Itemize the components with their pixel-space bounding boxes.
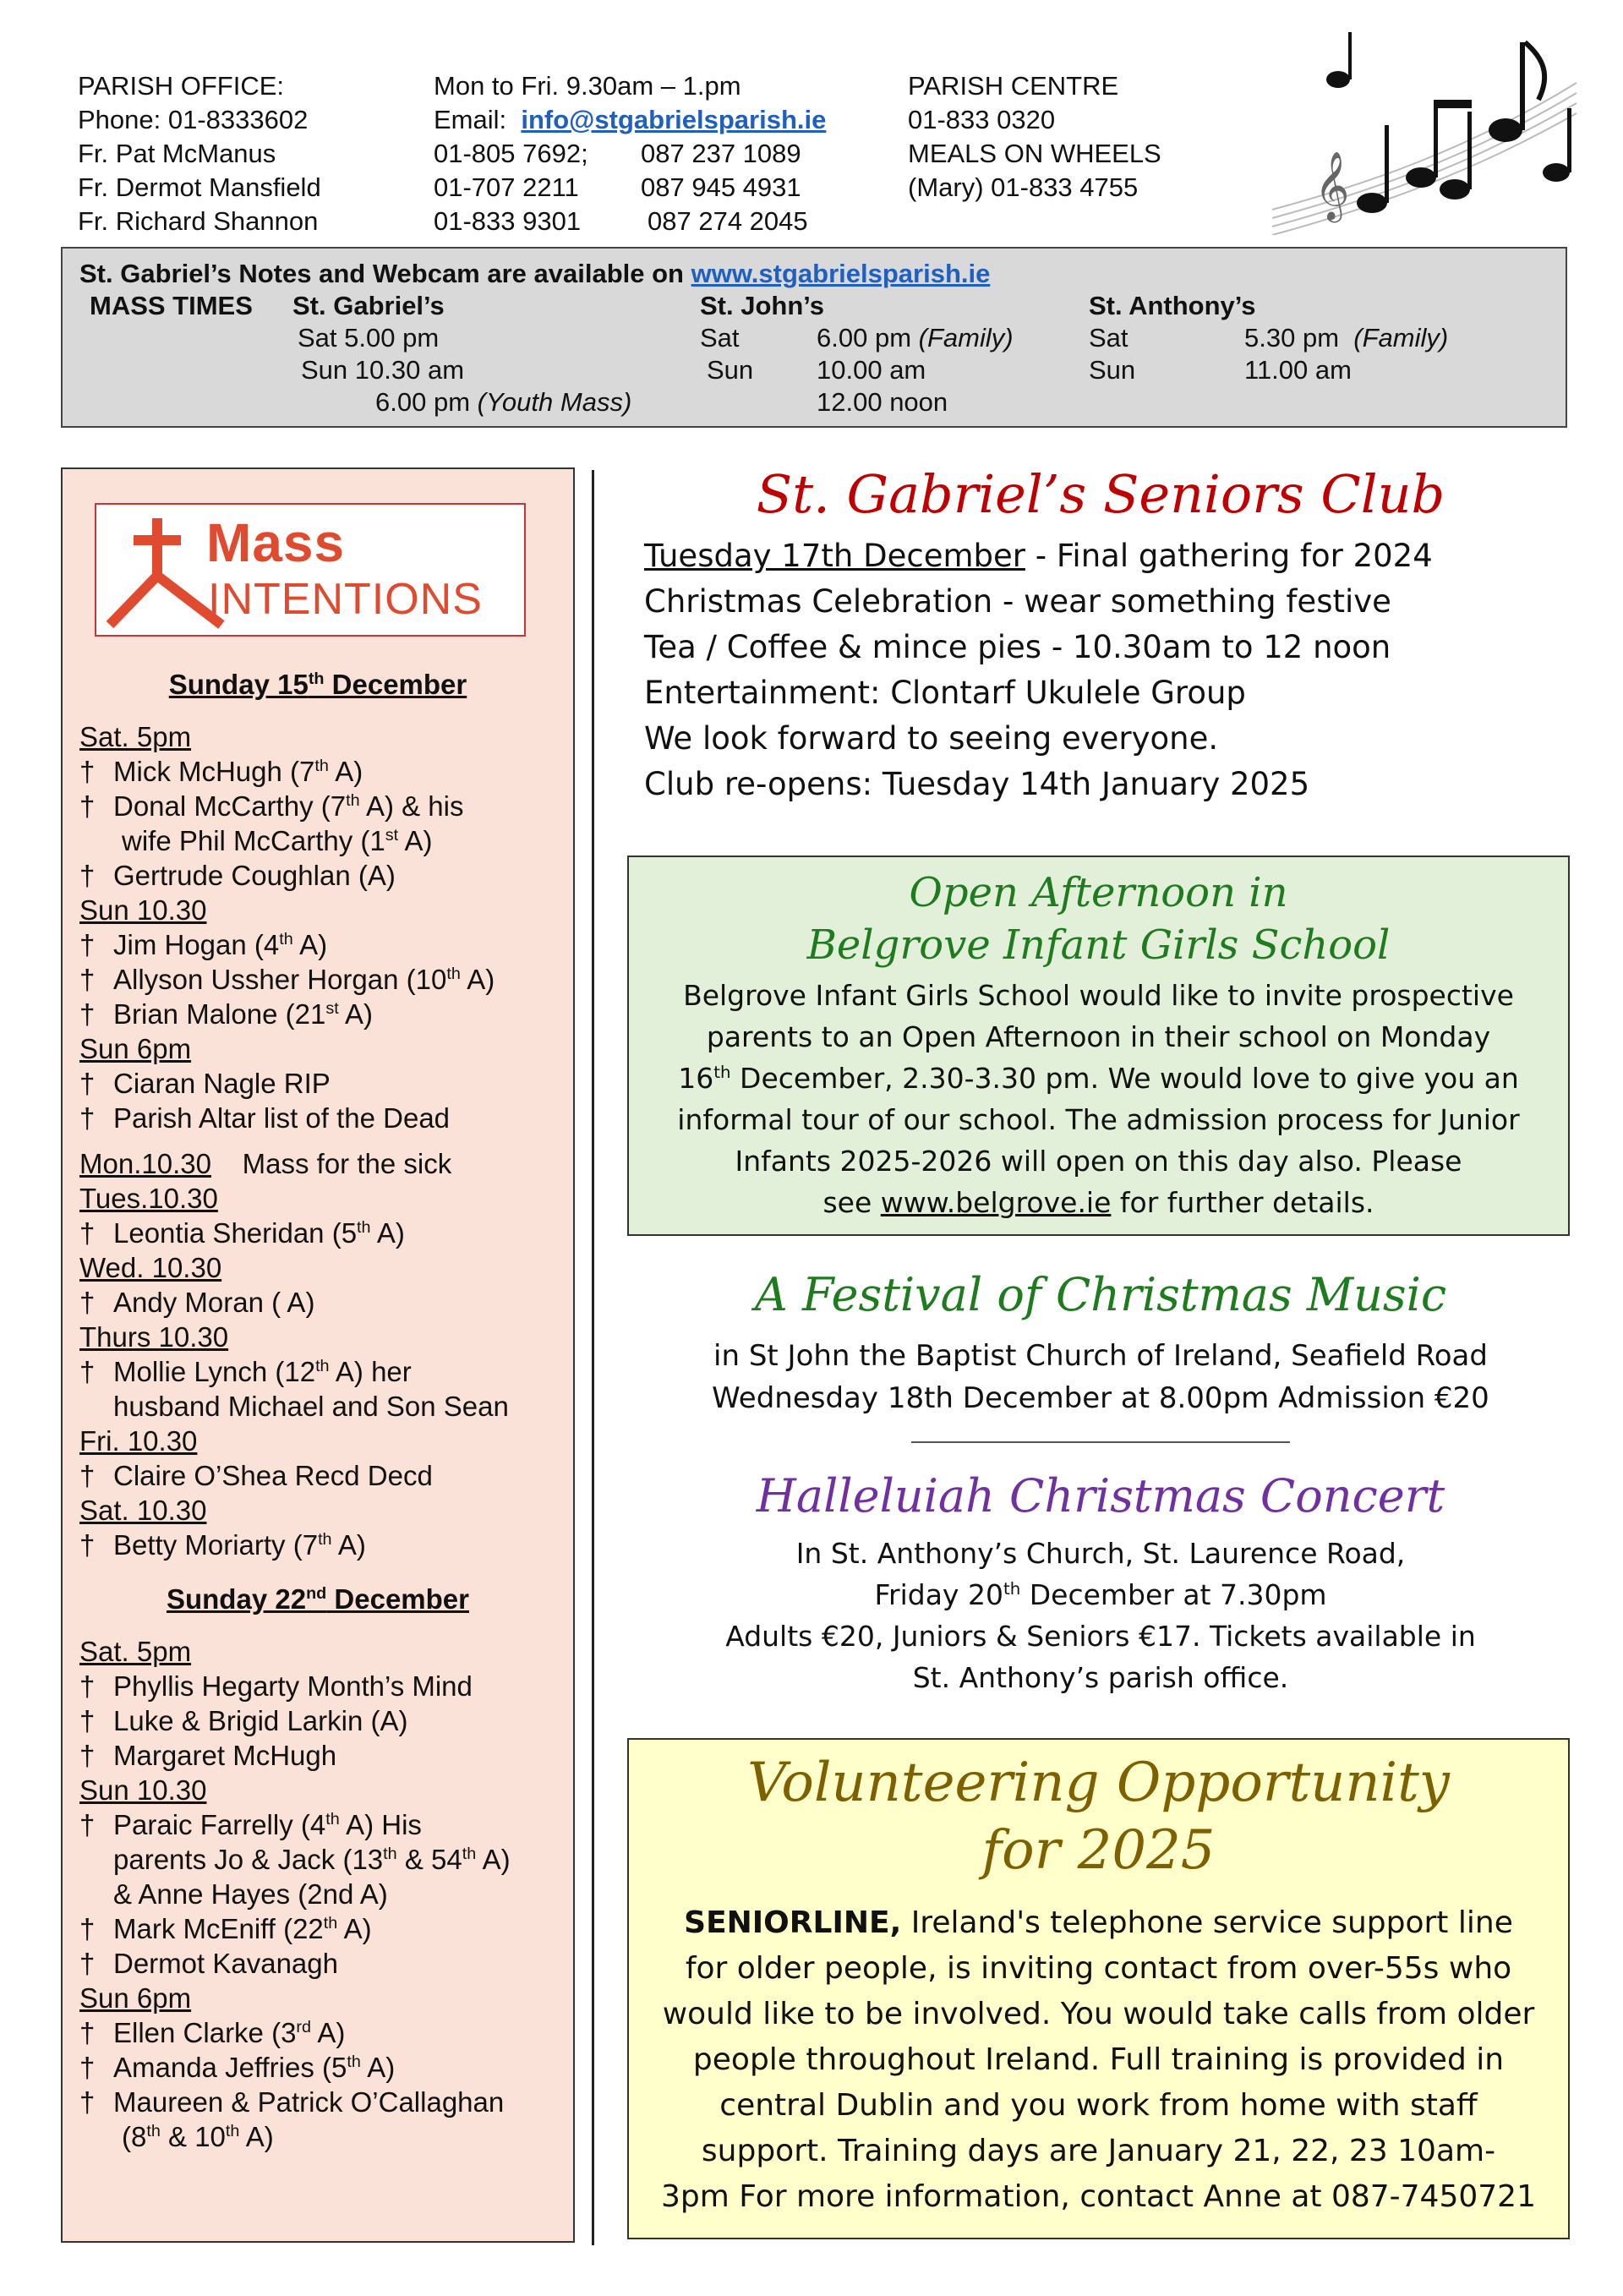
halleluiah-title: Halleluiah Christmas Concert [756, 1469, 1445, 1522]
intention-text: Dermot Kavanagh [113, 1948, 338, 1979]
priest-name: Fr. Pat McManus [78, 139, 276, 168]
john-sat-time: 6.00 pm [817, 323, 912, 353]
john-sat [817, 323, 1014, 353]
seniorline-name: SENIORLINE, [684, 1905, 902, 1940]
intention-text: Mollie Lynch (12 [113, 1356, 316, 1387]
column-divider [592, 470, 594, 2245]
belgrove-sup: th [713, 1063, 731, 1082]
gabriel-youth [375, 387, 631, 418]
cross-icon: † [79, 1356, 96, 1387]
halleluiah-date [636, 1578, 1566, 1611]
intention-sup: th [383, 1845, 397, 1863]
john-sat-note: (Family) [918, 323, 1014, 353]
john-sun-time-2: 12.00 noon [817, 387, 948, 417]
priest-phone-1: 01-805 7692; [434, 139, 588, 168]
time-heading: Fri. 10.30 [79, 1425, 198, 1457]
gabriel-name: St. Gabriel’s [292, 291, 445, 320]
intention-text: A) her [329, 1356, 412, 1387]
intention-text: Brian Malone (21 [113, 998, 326, 1030]
intention-item [79, 2086, 504, 2118]
cross-icon: † [79, 1460, 96, 1491]
priest-mobile-1: 087 237 1089 [641, 139, 801, 168]
intention-text: A) [331, 1529, 366, 1561]
intention-sup: th [462, 1845, 477, 1863]
intention-item [79, 998, 373, 1030]
webcam-notice [79, 259, 990, 289]
time-heading: Mon.10.30 [79, 1148, 211, 1179]
heading-sup: th [308, 670, 325, 688]
heading-text: Sunday 15 [168, 669, 309, 700]
intention-text: (8 [122, 2121, 147, 2152]
sunday-22-heading [63, 1583, 573, 1615]
cross-icon: † [79, 929, 96, 960]
halleluiah-text-part: December at 7.30pm [1020, 1578, 1327, 1611]
parish-office-label: PARISH OFFICE: [78, 71, 285, 101]
intention-text: wife Phil McCarthy (1 [122, 825, 385, 856]
cross-icon: † [79, 1913, 96, 1944]
intention-text: A) [338, 998, 374, 1030]
halleluiah-sup: th [1003, 1579, 1021, 1599]
cross-icon: † [79, 2017, 96, 2048]
time-heading: Sat. 5pm [79, 721, 192, 752]
intention-sup: th [279, 930, 293, 948]
intention-text: A) [292, 929, 328, 960]
cross-icon: † [79, 860, 96, 891]
priest-mobile-3: 087 274 2045 [648, 206, 808, 236]
cross-icon: † [79, 790, 96, 822]
intention-sup: th [346, 791, 360, 810]
intention-text: A) [370, 1217, 405, 1249]
intention-item [79, 756, 363, 788]
belgrove-text: Belgrove Infant Girls School would like to invite prospective [683, 979, 1514, 1012]
intention-sup: th [323, 1914, 338, 1932]
intention-text: A) [460, 964, 495, 995]
volunteering-text: would like to be involved. You would take calls from older [662, 1997, 1535, 2031]
heading-text: Sunday 22 [166, 1583, 307, 1615]
halleluiah-tickets: St. Anthony’s parish office. [912, 1661, 1289, 1694]
intention-item [79, 1670, 473, 1703]
parish-office-phone: Phone: 01-8333602 [78, 105, 309, 134]
intention-item-cont [122, 2121, 274, 2153]
belgrove-text-part: December, 2.30-3.30 pm. We would love to give you an [730, 1062, 1519, 1095]
intention-text: Gertrude Coughlan (A) [113, 860, 396, 891]
priest-phone-3: 01-833 9301 [434, 206, 582, 236]
time-heading: Sun 10.30 [79, 894, 207, 926]
office-email-row [434, 103, 826, 137]
priest-phone-2: 01-707 2211 [434, 172, 579, 202]
intention-sup: st [385, 826, 399, 845]
halleluiah-prices: Adults €20, Juniors & Seniors €17. Tickets available in [725, 1620, 1476, 1653]
volunteering-text [629, 1905, 1568, 1940]
belgrove-open-afternoon-box [627, 856, 1570, 1236]
intention-text: Allyson Ussher Horgan (10 [113, 964, 447, 995]
meals-phone: (Mary) 01-833 4755 [908, 172, 1139, 202]
time-heading: Sun 6pm [79, 1982, 192, 2014]
intention-item-cont [113, 1844, 511, 1876]
cross-icon: † [79, 1948, 96, 1979]
intention-item [79, 1356, 412, 1388]
intention-item [79, 790, 463, 823]
heading-text: December [326, 1583, 469, 1615]
cross-icon: † [79, 998, 96, 1030]
intention-item [79, 1460, 433, 1492]
cross-icon: † [79, 964, 96, 995]
intention-sup: th [318, 1530, 332, 1549]
intention-text: Paraic Farrelly (4 [113, 1809, 326, 1840]
intention-item [79, 1529, 366, 1561]
anthony-sat-day: Sat [1089, 323, 1128, 353]
cross-icon: † [79, 2086, 96, 2118]
john-sun-time: 10.00 am [817, 355, 926, 385]
belgrove-text-part: 16 [678, 1062, 714, 1095]
intention-text: A) [328, 756, 363, 787]
intention-text: Mass for the sick [242, 1148, 452, 1179]
intention-text: Margaret McHugh [113, 1740, 337, 1771]
festival-venue: in St John the Baptist Church of Ireland, Seafield Road [713, 1339, 1488, 1373]
intention-item-cont [122, 825, 433, 857]
cross-icon: † [79, 1102, 96, 1134]
intention-sup: th [325, 1810, 340, 1829]
intention-item [79, 1102, 450, 1134]
intention-text: Jim Hogan (4 [113, 929, 280, 960]
section-divider [911, 1441, 1290, 1443]
intention-item [79, 1217, 405, 1249]
intention-sup: st [325, 999, 339, 1018]
intention-item [79, 1948, 338, 1980]
intention-item [79, 1068, 331, 1100]
email-link[interactable]: info@stgabrielsparish.ie [521, 105, 827, 134]
intention-item [79, 1740, 336, 1772]
intention-sup: th [357, 1218, 371, 1237]
cross-icon: † [79, 1068, 96, 1099]
mass-times-box [61, 247, 1567, 428]
intention-text: Andy Moran ( A) [113, 1287, 315, 1318]
time-heading: Thurs 10.30 [79, 1321, 229, 1353]
john-name: St. John’s [700, 291, 824, 320]
youth-note: (Youth Mass) [477, 387, 632, 417]
mass-intentions-panel [61, 467, 575, 2243]
belgrove-text: parents to an Open Afternoon in their school on Monday [706, 1020, 1491, 1053]
intention-text: Phyllis Hegarty Month’s Mind [113, 1670, 473, 1702]
john-sun-day: Sun [707, 355, 754, 385]
intention-item [79, 1705, 407, 1737]
volunteering-text-part: Ireland's telephone service support line [901, 1905, 1513, 1940]
priest-mobile-2: 087 945 4931 [641, 172, 801, 202]
seniors-line: Christmas Celebration - wear something festive [644, 583, 1391, 620]
belgrove-text-part: for further details. [1111, 1186, 1374, 1219]
parish-centre-phone: 01-833 0320 [908, 105, 1056, 134]
volunteering-box [627, 1738, 1570, 2239]
webcam-notice-text: St. Gabriel’s Notes and Webcam are available on [79, 259, 684, 288]
cross-icon: † [79, 1529, 96, 1561]
svg-text:𝄞: 𝄞 [1314, 150, 1350, 220]
time-heading: Sat. 10.30 [79, 1495, 207, 1526]
belgrove-text-part: see [822, 1186, 881, 1219]
belgrove-text: informal tour of our school. The admission process for Junior [677, 1103, 1520, 1136]
volunteering-text: people throughout Ireland. Full training is provided in [692, 2042, 1505, 2077]
parish-centre-column [908, 69, 1161, 205]
intention-item [79, 1809, 422, 1841]
weekday-row [79, 1148, 451, 1180]
intention-item [79, 2017, 345, 2049]
anthony-sat-note: (Family) [1353, 323, 1449, 353]
mass-intentions-logo [95, 503, 526, 637]
seniors-date: Tuesday 17th December [644, 538, 1025, 574]
youth-time: 6.00 pm [375, 387, 471, 417]
seniors-date-rest: - Final gathering for 2024 [1025, 538, 1433, 574]
intention-text: Betty Moriarty (7 [113, 1529, 319, 1561]
intention-text: A) [239, 2121, 274, 2152]
office-hours: Mon to Fri. 9.30am – 1.pm [434, 71, 741, 101]
cross-icon: † [79, 2052, 96, 2083]
festival-date: Wednesday 18th December at 8.00pm Admission €20 [712, 1381, 1489, 1415]
intention-text: A) His [339, 1809, 422, 1840]
intention-text: parents Jo & Jack (13 [113, 1844, 384, 1875]
logo-intentions-text: INTENTIONS [208, 575, 483, 624]
seniors-date-line [644, 538, 1433, 574]
cross-icon: † [79, 1287, 96, 1318]
intention-item [79, 964, 495, 996]
mass-times-label: MASS TIMES [90, 291, 253, 320]
belgrove-text [629, 1062, 1568, 1095]
john-sat-day: Sat [700, 323, 740, 353]
email-label: Email: [434, 105, 507, 134]
cross-icon: † [79, 1670, 96, 1702]
halleluiah-text-part: Friday 20 [874, 1578, 1003, 1611]
heading-sup: nd [306, 1584, 327, 1603]
intention-text: A) [337, 1913, 372, 1944]
seniors-line: Club re-opens: Tuesday 14th January 2025 [644, 766, 1310, 802]
intention-text: Amanda Jeffries (5 [113, 2052, 347, 2083]
volunteering-text: for older people, is inviting contact from over-55s who [685, 1951, 1512, 1986]
logo-mass-text: Mass [206, 512, 346, 573]
intention-sup: th [225, 2122, 240, 2140]
intention-text: Claire O’Shea Recd Decd [113, 1460, 433, 1491]
mobile-phones-column [641, 137, 808, 238]
volunteering-title-2: for 2025 [981, 1819, 1216, 1882]
seniors-line: Entertainment: Clontarf Ukulele Group [644, 675, 1246, 711]
intention-text: & 10 [160, 2121, 226, 2152]
seniors-club-title: St. Gabriel’s Seniors Club [756, 463, 1445, 525]
time-heading: Sat. 5pm [79, 1636, 192, 1667]
intention-text: A) [311, 2017, 346, 2048]
intention-text: Maureen & Patrick O’Callaghan [113, 2086, 505, 2118]
volunteering-title-1: Volunteering Opportunity [747, 1752, 1450, 1814]
intention-text: Parish Altar list of the Dead [113, 1102, 451, 1134]
belgrove-title-2: Belgrove Infant Girls School [806, 921, 1391, 969]
priest-name: Fr. Dermot Mansfield [78, 172, 321, 202]
intention-text: Leontia Sheridan (5 [113, 1217, 358, 1249]
festival-title: A Festival of Christmas Music [754, 1268, 1447, 1321]
cross-icon: † [79, 1740, 96, 1771]
parish-office-column [78, 69, 321, 238]
gabriel-sun: Sun 10.30 am [301, 355, 465, 385]
intention-sup: rd [296, 2018, 312, 2036]
halleluiah-venue: In St. Anthony’s Church, St. Laurence Road, [795, 1537, 1406, 1570]
intention-sup: th [347, 2053, 361, 2071]
intention-item [79, 2052, 395, 2084]
cross-icon: † [79, 756, 96, 787]
belgrove-text [629, 1186, 1568, 1219]
sunday-15-heading [63, 669, 573, 701]
time-heading: Tues.10.30 [79, 1183, 218, 1214]
belgrove-website-link[interactable]: www.belgrove.ie [880, 1186, 1112, 1219]
intention-item-cont: & Anne Hayes (2nd A) [113, 1878, 388, 1910]
intention-text: A) [476, 1844, 511, 1875]
intention-sup: th [446, 965, 461, 983]
volunteering-text: 3pm For more information, contact Anne at 087-7450721 [661, 2179, 1536, 2214]
anthony-sat-time: 5.30 pm [1244, 323, 1340, 353]
meals-label: MEALS ON WHEELS [908, 139, 1161, 168]
intention-text: A) & his [359, 790, 464, 822]
cross-icon: † [79, 1705, 96, 1736]
anthony-sat [1244, 323, 1448, 353]
intention-item [79, 1913, 372, 1945]
intention-text: Ellen Clarke (3 [113, 2017, 297, 2048]
volunteering-text: support. Training days are January 21, 22, 23 10am- [701, 2134, 1496, 2168]
intention-text: & 54 [396, 1844, 462, 1875]
intention-sup: th [315, 1357, 330, 1375]
time-heading: Sun 10.30 [79, 1774, 207, 1806]
intention-text: Mick McHugh (7 [113, 756, 315, 787]
belgrove-title-1: Open Afternoon in [909, 869, 1288, 916]
belgrove-text: Infants 2025-2026 will open on this day also. Please [735, 1145, 1462, 1178]
priest-name: Fr. Richard Shannon [78, 206, 319, 236]
anthony-sun-time: 11.00 am [1244, 355, 1352, 385]
anthony-name: St. Anthony’s [1089, 291, 1256, 320]
intention-text: A) [398, 825, 433, 856]
intention-sup: th [314, 757, 329, 775]
music-notes-icon [1264, 24, 1578, 235]
time-heading: Sun 6pm [79, 1033, 192, 1064]
intention-item [79, 860, 396, 892]
intention-text: A) [360, 2052, 396, 2083]
intention-text: Ciaran Nagle RIP [113, 1068, 331, 1099]
time-heading: Wed. 10.30 [79, 1252, 222, 1283]
volunteering-text: central Dublin and you work from home with staff [719, 2088, 1478, 2123]
intention-item [79, 1287, 314, 1319]
seniors-line: Tea / Coffee & mince pies - 10.30am to 12 noon [644, 629, 1391, 665]
parish-centre-label: PARISH CENTRE [908, 71, 1119, 101]
intention-text: Donal McCarthy (7 [113, 790, 347, 822]
website-link[interactable]: www.stgabrielsparish.ie [691, 259, 991, 288]
intention-sup: th [146, 2122, 161, 2140]
cross-icon: † [79, 1217, 96, 1249]
intention-item [79, 929, 327, 961]
seniors-line: We look forward to seeing everyone. [644, 720, 1219, 757]
cross-icon: † [79, 1809, 96, 1840]
intention-text: Luke & Brigid Larkin (A) [113, 1705, 408, 1736]
intention-text: Mark McEniff (22 [113, 1913, 324, 1944]
heading-text: December [324, 669, 467, 700]
intention-item-cont: husband Michael and Son Sean [113, 1391, 509, 1422]
gabriel-sat: Sat 5.00 pm [298, 323, 440, 353]
anthony-sun-day: Sun [1089, 355, 1136, 385]
